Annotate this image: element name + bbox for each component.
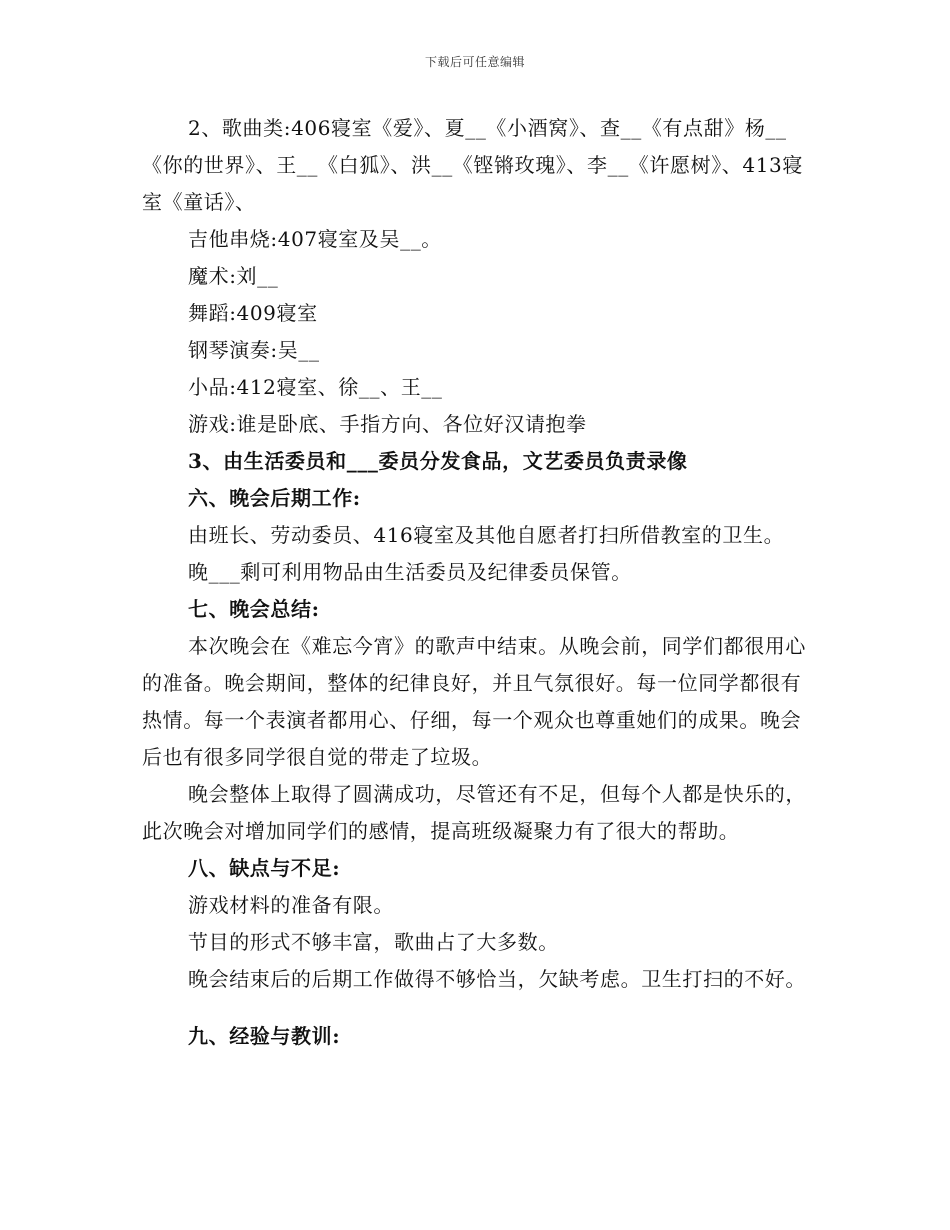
document-body: [142, 110, 810, 1055]
paragraph-magic: 魔术:刘__: [188, 264, 279, 288]
heading-section-9: 九、经验与教训:: [188, 1024, 341, 1048]
paragraph-skit: 小品:412寝室、徐__、王__: [188, 375, 443, 399]
paragraph-guitar: 吉他串烧:407寝室及吴__。: [188, 227, 442, 251]
heading-food-distribution: 3、由生活委员和___委员分发食品，文艺委员负责录像: [188, 449, 688, 473]
paragraph-songs: 2、歌曲类:406寝室《爱》、夏__《小酒窝》、查__《有点甜》杨__《你的世界》、王__《白狐》、洪__《铿锵玫瑰》、李__《许愿树》、413寝室《童话》、: [142, 116, 803, 214]
paragraph-games: 游戏:谁是卧底、手指方向、各位好汉请抱拳: [188, 412, 587, 436]
heading-section-6: 六、晚会后期工作:: [188, 486, 361, 510]
paragraph-shortcoming-3: 晚会结束后的后期工作做得不够恰当，欠缺考虑。卫生打扫的不好。: [188, 967, 806, 991]
paragraph-leftover: 晚___剩可利用物品由生活委员及纪律委员保管。: [188, 560, 632, 584]
paragraph-shortcoming-2: 节目的形式不够丰富，歌曲占了大多数。: [188, 930, 559, 954]
paragraph-summary-1: 本次晚会在《难忘今宵》的歌声中结束。从晚会前，同学们都很用心的准备。晚会期间，整体的纪律良好，并且气氛很好。每一位同学都很有热情。每一个表演者都用心、仔细，每一个观众也尊重她们的成果。晚会后也有很多同学很自觉的带走了垃圾。: [142, 634, 806, 769]
heading-section-8: 八、缺点与不足:: [188, 856, 341, 880]
paragraph-summary-2: 晚会整体上取得了圆满成功，尽管还有不足，但每个人都是快乐的，此次晚会对增加同学们的感情，提高班级凝聚力有了很大的帮助。: [142, 782, 806, 843]
paragraph-dance: 舞蹈:409寝室: [188, 301, 318, 325]
spacer: [142, 998, 810, 1018]
page-header: 下载后可任意编辑: [424, 55, 525, 69]
paragraph-piano: 钢琴演奏:吴__: [188, 338, 320, 362]
paragraph-shortcoming-1: 游戏材料的准备有限。: [188, 893, 394, 917]
paragraph-cleanup: 由班长、劳动委员、416寝室及其他自愿者打扫所借教室的卫生。: [188, 523, 785, 547]
heading-section-7: 七、晚会总结:: [188, 597, 320, 621]
